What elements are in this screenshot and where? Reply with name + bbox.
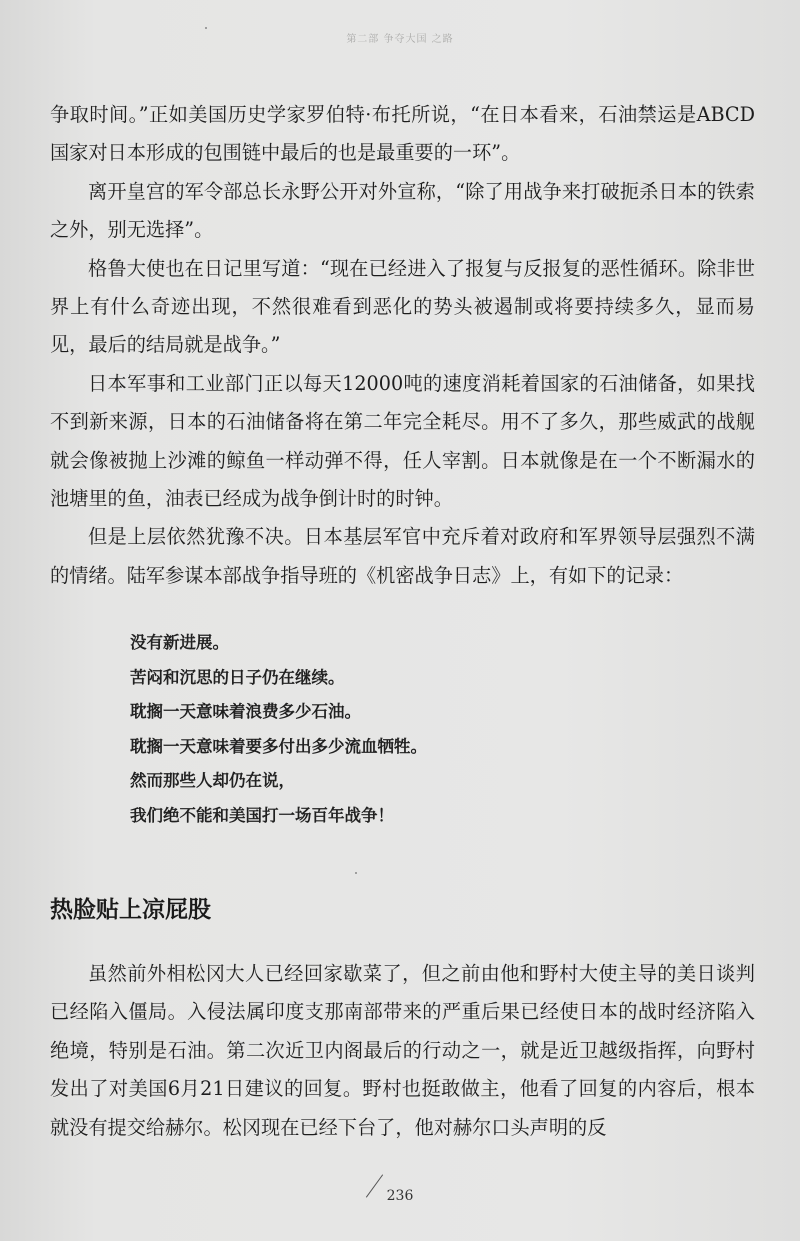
quote-line-4: 耽搁一天意味着要多付出多少流血牺牲。 xyxy=(130,736,427,756)
page-number-slash xyxy=(366,1174,383,1197)
page-number xyxy=(0,1188,800,1204)
speck xyxy=(205,27,207,29)
quote-line-2: 苦闷和沉思的日子仍在继续。 xyxy=(130,667,345,687)
diary-quote xyxy=(130,626,427,833)
paragraph-3: 格鲁大使也在日记里写道：“现在已经进入了报复与反报复的恶性循环。除非世界上有什么奇迹出现，不然很难看到恶化的势头被遏制或将要持续多久，显而易见，最后的结局就是战争。” xyxy=(50,256,755,357)
quote-line-1: 没有新进展。 xyxy=(130,633,229,652)
section-title: 热脸贴上凉屁股 xyxy=(50,897,211,923)
page-number-text: 236 xyxy=(386,1188,414,1204)
body-text-block-2 xyxy=(50,955,755,1147)
body-text-block-1 xyxy=(50,96,755,595)
paragraph-6: 虽然前外相松冈大人已经回家歇菜了，但之前由他和野村大使主导的美日谈判已经陷入僵局。入侵法属印度支那南部带来的严重后果已经使日本的战时经济陷入绝境，特别是石油。第二次近卫内阁最后的行动之一，就是近卫越级指挥，向野村发出了对美国6月21日建议的回复。野村也挺敢做主，他看了回复的内容后，根本就没有提交给赫尔。松冈现在已经下台了，他对赫尔口头声明的反 xyxy=(50,962,755,1139)
paragraph-4: 日本军事和工业部门正以每天12000吨的速度消耗着国家的石油储备，如果找不到新来源，日本的石油储备将在第二年完全耗尽。用不了多久，那些威武的战舰就会像被抛上沙滩的鲸鱼一样动弹不得，任人宰割。日本就像是在一个不断漏水的池塘里的鱼，油表已经成为战争倒计时的时钟。 xyxy=(50,371,755,511)
paragraph-5: 但是上层依然犹豫不决。日本基层军官中充斥着对政府和军界领导层强烈不满的情绪。陆军参谋本部战争指导班的《机密战争日志》上，有如下的记录： xyxy=(50,525,755,587)
quote-line-5: 然而那些人却仍在说， xyxy=(130,771,295,790)
quote-line-3: 耽搁一天意味着浪费多少石油。 xyxy=(130,702,361,721)
paragraph-1: 争取时间。”正如美国历史学家罗伯特·布托所说，“在日本看来，石油禁运是ABCD国家对日本形成的包围链中最后的也是最重要的一环”。 xyxy=(50,103,755,165)
running-header: 第二部 争夺大国 之路 xyxy=(346,34,454,45)
paragraph-2: 离开皇宫的军令部总长永野公开对外宣称，“除了用战争来打破扼杀日本的铁索之外，别无选择”。 xyxy=(50,179,755,242)
speck xyxy=(355,872,357,874)
quote-line-6: 我们绝不能和美国打一场百年战争！ xyxy=(130,805,394,825)
